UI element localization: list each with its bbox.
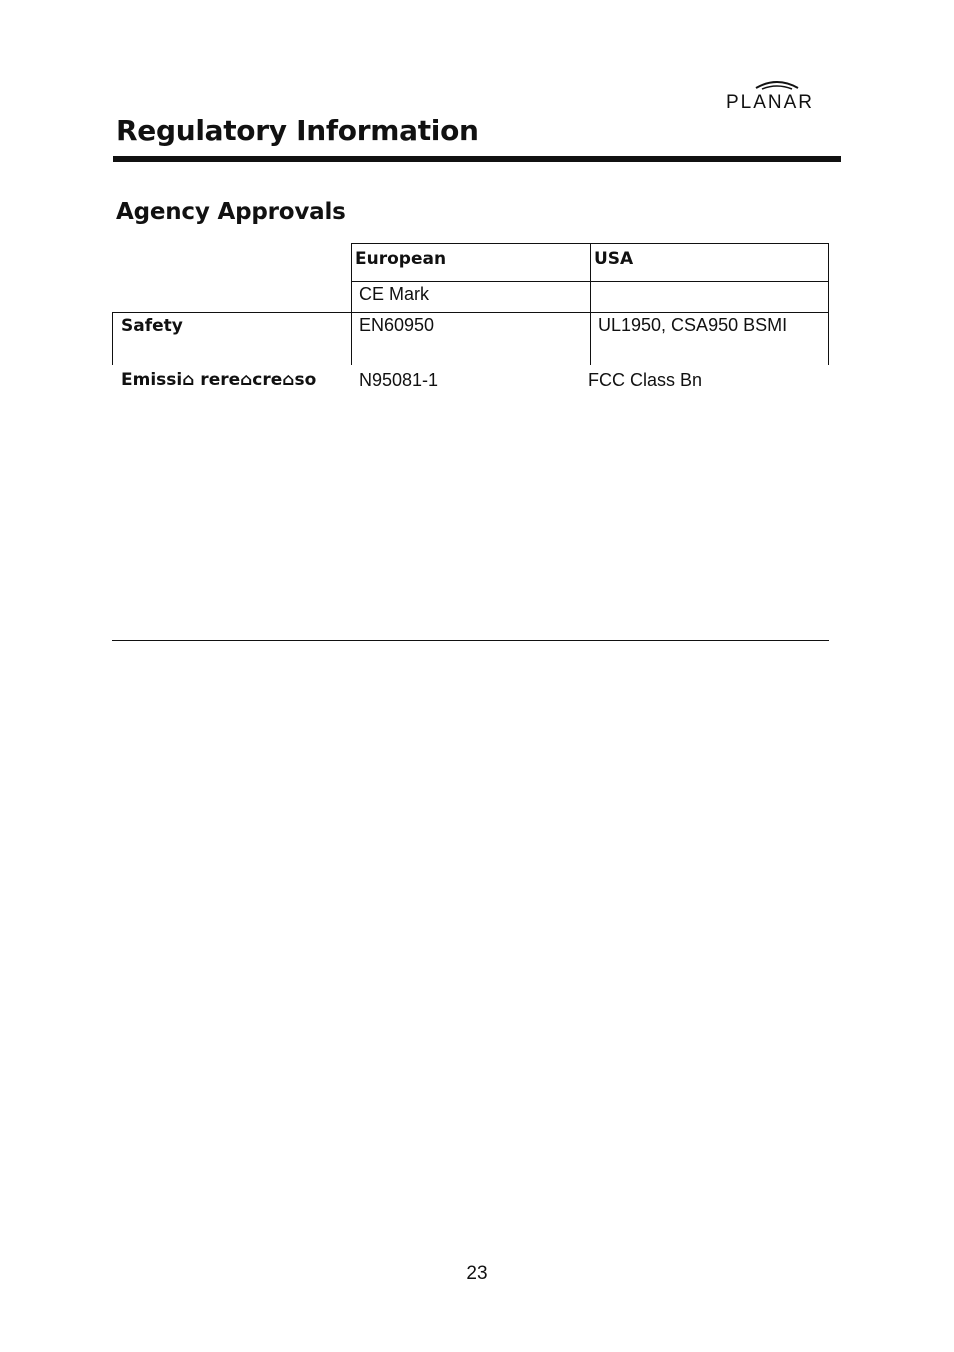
- table-border-left: [112, 312, 113, 365]
- column-header-usa: USA: [594, 249, 634, 269]
- page-number: 23: [466, 1263, 488, 1284]
- table-divider-row: [112, 312, 829, 313]
- table-cell: CE Mark: [359, 284, 430, 304]
- title-rule: [113, 156, 841, 162]
- row-label-emissions: Emissi⌂ rere⌂cre⌂so: [121, 370, 317, 390]
- table-border-col1: [351, 243, 352, 365]
- table-cell: EN60950: [359, 315, 435, 335]
- logo-text: PLANAR: [726, 92, 815, 113]
- table-border-col2: [590, 243, 591, 365]
- column-header-european: European: [355, 249, 447, 269]
- table-cell: N95081-1: [359, 370, 439, 390]
- page-title: Regulatory Information: [116, 114, 479, 147]
- table-cell: FCC Class Bn: [588, 370, 703, 390]
- table-border-right: [828, 243, 829, 365]
- row-label-safety: Safety: [121, 316, 183, 336]
- planar-logo: [722, 76, 842, 116]
- section-title: Agency Approvals: [116, 199, 346, 225]
- table-cell: UL1950, CSA950 BSMI: [598, 315, 788, 335]
- table-bottom-rule: [112, 640, 829, 641]
- logo-arc-icon: [752, 76, 802, 92]
